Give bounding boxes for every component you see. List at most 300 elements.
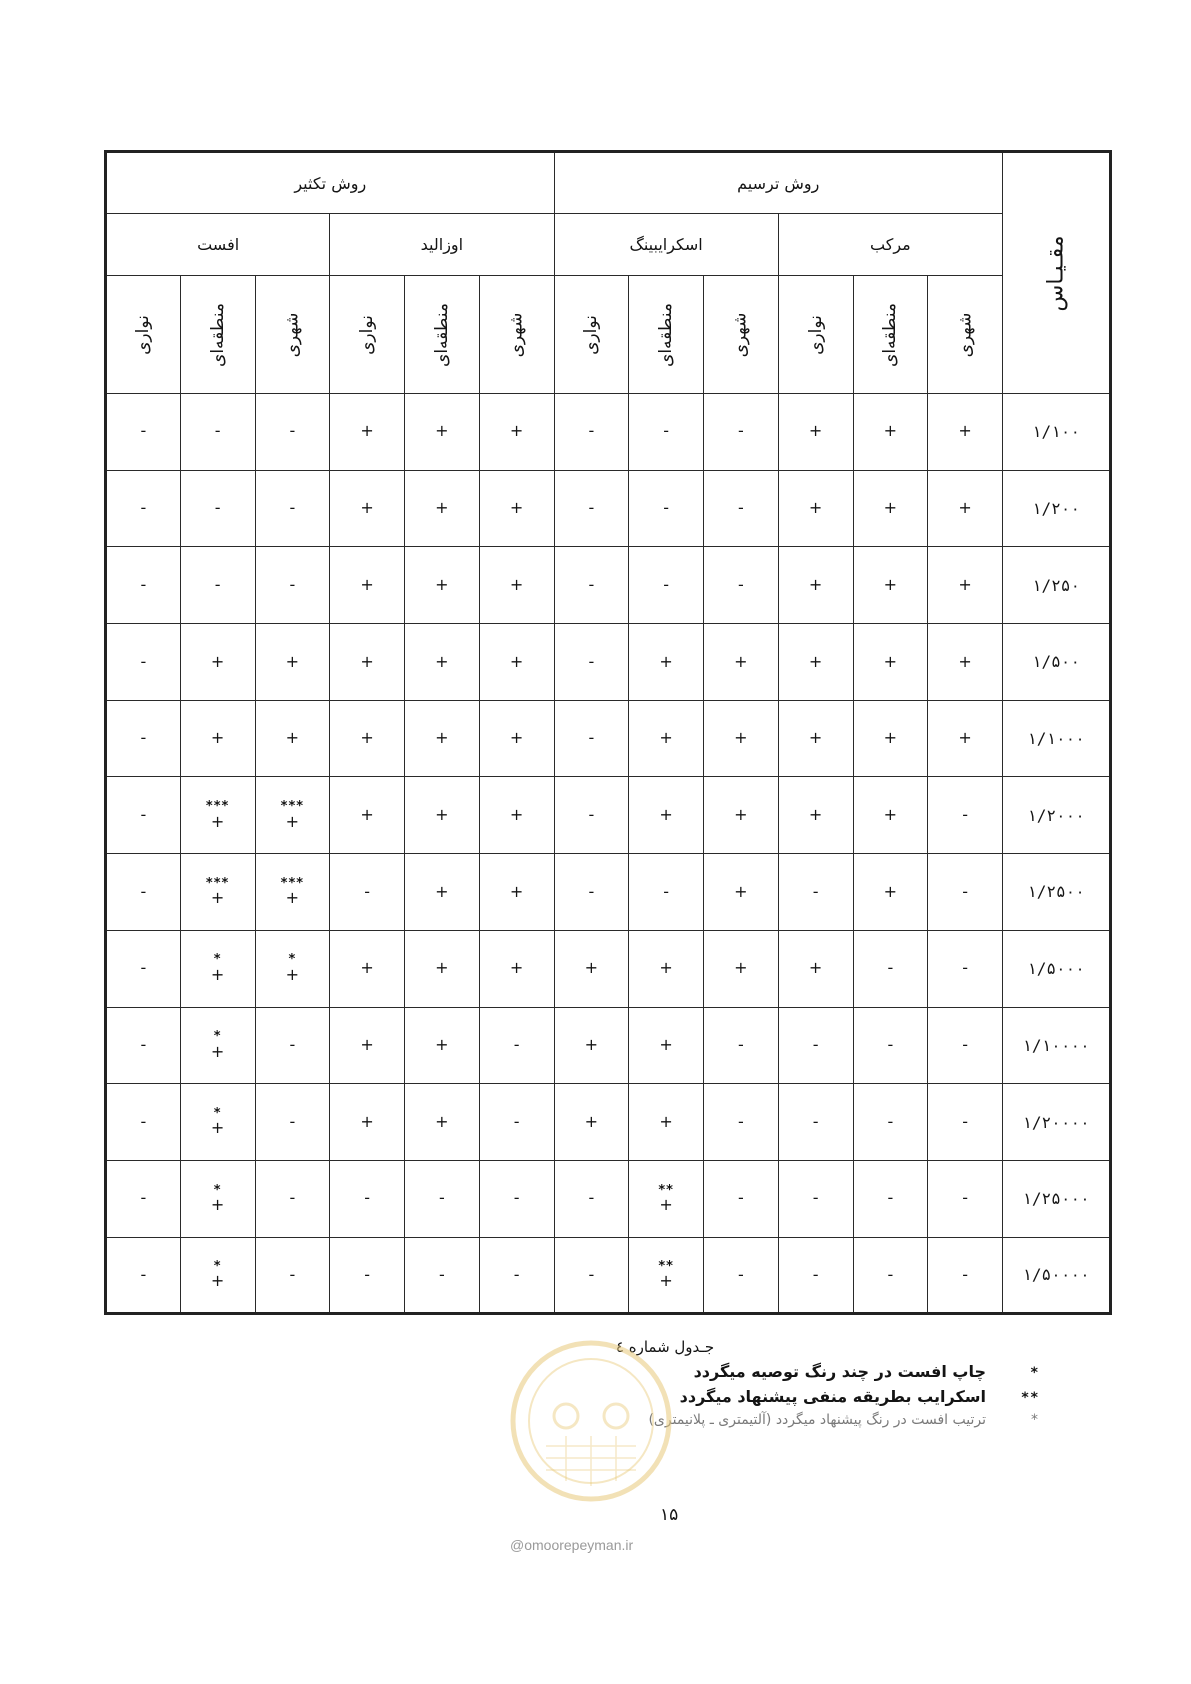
table-cell [180,930,255,1007]
cell-value: - [214,498,221,518]
cell-value: + [509,498,524,518]
table-cell [629,394,704,471]
table-cell [180,1160,255,1237]
cell-value: - [140,574,147,594]
table-cell [853,930,928,1007]
subheader-label: نواری [805,314,826,355]
cell-value: + [659,728,673,748]
cell-value: - [588,881,595,901]
cell-value: + [285,888,300,908]
cell-value: - [214,574,221,594]
cell-value: + [958,574,972,594]
table-cell [330,1084,405,1161]
table-cell [106,470,181,547]
note-mark: *** [280,799,305,815]
cell-value: - [140,1188,147,1208]
cell-value: + [659,1195,673,1215]
table-cell [928,1160,1003,1237]
cell-value: + [285,728,300,748]
table-cell [704,854,779,931]
cell-value: + [659,651,673,671]
cell-value: + [509,651,524,671]
table-cell [704,700,779,777]
table-cell [405,1084,480,1161]
cell-value: - [887,1111,894,1131]
table-cell [479,1084,554,1161]
scale-cell: ۱/۵۰۰۰۰ [1003,1237,1111,1314]
subheader-cell [778,276,853,394]
method-header-scribing: اسکرایبینگ [554,214,778,276]
table-cell [554,930,629,1007]
table-cell [554,700,629,777]
cell-value: + [360,498,374,518]
cell-value: + [285,965,300,985]
cell-value: - [140,728,147,748]
subheader-cell [180,276,255,394]
watermark-text: @omoorepeyman.ir [510,1537,634,1553]
table-row [106,930,1111,1007]
note-mark: ** [658,1182,674,1198]
footnote [380,1412,1040,1428]
table-cell [330,930,405,1007]
cell-value: - [737,1111,744,1131]
subheader-cell [255,276,330,394]
note-mark: * [213,1105,222,1121]
table-cell [330,1160,405,1237]
cell-value: - [289,1034,296,1054]
cell-value: + [435,958,449,978]
table-cell [704,1237,779,1314]
subheader-cell [853,276,928,394]
cell-value: - [289,574,296,594]
cell-value: + [808,804,823,824]
cell-value: + [659,1271,673,1291]
table-cell [928,470,1003,547]
cell-value: + [435,1111,449,1131]
table-cell [928,930,1003,1007]
table-cell [778,470,853,547]
drafting-method-header: روش ترسیم [554,152,1003,214]
table-cell [928,394,1003,471]
cell-value: + [808,728,823,748]
cell-value: - [588,1188,595,1208]
cell-value: + [435,728,449,748]
scale-cell: ۱/۲۰۰۰۰ [1003,1084,1111,1161]
table-cell [405,470,480,547]
table-cell [405,700,480,777]
table-cell [778,854,853,931]
table-cell [405,624,480,701]
method-header-ozalid: اوزالید [330,214,554,276]
cell-value: - [737,1188,744,1208]
cell-value: + [509,421,524,441]
table-cell [106,854,181,931]
subheader-label: منطقه‌ای [656,302,677,367]
cell-value: + [210,728,225,748]
table-cell [330,624,405,701]
table-cell [405,930,480,1007]
cell-value: - [364,1264,371,1284]
cell-value: - [812,1264,819,1284]
cell-value: + [360,574,374,594]
cell-value: + [435,421,449,441]
table-cell [928,700,1003,777]
table-cell [255,700,330,777]
cell-value: - [513,1188,520,1208]
table-cell [928,1084,1003,1161]
cell-value: + [509,958,524,978]
table-cell [405,1007,480,1084]
table-cell [554,854,629,931]
scale-cell: ۱/۲۵۰ [1003,547,1111,624]
cell-value: + [435,1034,449,1054]
cell-value: - [812,881,819,901]
subheader-cell [405,276,480,394]
table-row [106,777,1111,854]
cell-value: + [210,1118,225,1138]
cell-value: - [663,574,670,594]
cell-value: + [659,958,673,978]
footnote-mark: ** [1021,1390,1040,1406]
table-cell [479,930,554,1007]
cell-value: - [962,1034,969,1054]
table-cell [180,1084,255,1161]
cell-value: - [962,1111,969,1131]
table-cell [704,470,779,547]
cell-value: + [734,881,748,901]
table-cell [180,624,255,701]
cell-value: + [285,811,300,831]
cell-value: - [588,1264,595,1284]
table-cell [554,470,629,547]
scale-cell: ۱/۲۵۰۰ [1003,854,1111,931]
subheader-label: نواری [133,314,154,355]
table-cell [704,547,779,624]
table-cell [405,854,480,931]
scale-cell: ۱/۵۰۰۰ [1003,930,1111,1007]
cell-value: - [812,1188,819,1208]
scale-method-table [104,150,1112,1315]
cell-value: - [140,498,147,518]
cell-value: + [210,888,225,908]
cell-value: + [659,804,673,824]
table-cell [479,470,554,547]
cell-value: + [883,421,898,441]
cell-value: + [435,804,449,824]
cell-value: + [435,574,449,594]
table-cell [778,1237,853,1314]
table-cell [330,1007,405,1084]
table-cell [853,1007,928,1084]
table-cell [778,624,853,701]
cell-value: + [360,1111,374,1131]
cell-value: + [883,574,898,594]
table-cell [704,394,779,471]
cell-value: + [210,1195,225,1215]
table-caption: جـدول شماره ٤ [615,1338,715,1356]
table-cell [479,1007,554,1084]
table-cell [479,700,554,777]
cell-value: + [584,958,599,978]
table-cell [778,394,853,471]
table-cell [405,1237,480,1314]
cell-value: - [588,804,595,824]
method-header-offset: افست [106,214,330,276]
cell-value: + [360,1034,374,1054]
cell-value: - [737,1264,744,1284]
table-cell [853,1084,928,1161]
table-cell [479,1160,554,1237]
note-mark: * [213,1182,222,1198]
table-cell [479,394,554,471]
cell-value: + [584,1111,599,1131]
cell-value: - [140,1111,147,1131]
table-cell [778,930,853,1007]
cell-value: - [214,421,221,441]
table-cell [255,930,330,1007]
table-cell [255,1007,330,1084]
scale-column-header [1003,152,1111,394]
subheader-label: منطقه‌ای [207,302,228,367]
scale-cell: ۱/۱۰۰۰۰ [1003,1007,1111,1084]
cell-value: - [438,1264,445,1284]
table-cell [629,1237,704,1314]
cell-value: + [210,1271,225,1291]
cell-value: + [734,958,748,978]
note-mark: * [213,952,222,968]
cell-value: - [663,421,670,441]
subheader-label: نواری [357,314,378,355]
table-cell [554,1084,629,1161]
table-cell [778,777,853,854]
table-cell [330,470,405,547]
cell-value: - [140,804,147,824]
note-mark: *** [205,875,230,891]
table-body [106,394,1111,1314]
table-cell [106,394,181,471]
table-cell [106,700,181,777]
table-cell [106,1160,181,1237]
cell-value: + [210,651,225,671]
cell-value: + [509,728,524,748]
cell-value: - [962,1264,969,1284]
subheader-label: شهری [730,312,751,357]
table-cell [629,700,704,777]
table-cell [255,777,330,854]
scale-cell: ۱/۱۰۰ [1003,394,1111,471]
table-cell [629,1160,704,1237]
cell-value: + [883,651,898,671]
table-cell [330,547,405,624]
note-mark: * [213,1029,222,1045]
cell-value: - [588,574,595,594]
scale-cell: ۱/۲۵۰۰۰ [1003,1160,1111,1237]
table-cell [479,624,554,701]
table-cell [330,1237,405,1314]
table-cell [180,470,255,547]
table-cell [330,777,405,854]
cell-value: + [958,728,972,748]
cell-value: - [140,651,147,671]
table-cell [629,854,704,931]
table-cell [405,547,480,624]
cell-value: - [663,881,670,901]
table-cell [106,1237,181,1314]
cell-value: + [883,728,898,748]
subheader-cell [704,276,779,394]
table-cell [255,394,330,471]
cell-value: - [289,421,296,441]
table-row [106,1084,1111,1161]
table-cell [180,777,255,854]
cell-value: + [435,498,449,518]
cell-value: + [958,651,972,671]
table-row [106,700,1111,777]
subheader-cell [106,276,181,394]
cell-value: - [962,881,969,901]
table-cell [180,1237,255,1314]
cell-value: - [663,498,670,518]
table-row [106,624,1111,701]
table-cell [704,777,779,854]
cell-value: - [289,498,296,518]
table-cell [479,1237,554,1314]
table-cell [554,547,629,624]
cell-value: + [808,651,823,671]
table-cell [255,1160,330,1237]
footnote-text: اسکرایب بطریقه منفی پیشنهاد میگردد [679,1387,986,1406]
table-cell [778,700,853,777]
cell-value: + [883,804,898,824]
table-cell [479,854,554,931]
cell-value: + [210,965,225,985]
footnote-text: ترتیب افست در رنگ پیشنهاد میگردد (آلتیمتری ـ پلانیمتری) [648,1412,986,1428]
table-cell [778,547,853,624]
cell-value: - [289,1188,296,1208]
cell-value: + [659,1111,673,1131]
cell-value: - [887,958,894,978]
table-row [106,1160,1111,1237]
cell-value: - [737,421,744,441]
table-cell [704,1160,779,1237]
cell-value: - [140,421,147,441]
table-cell [255,854,330,931]
scale-header-label: مقـیـاس [1043,234,1069,312]
subheader-cell [928,276,1003,394]
cell-value: - [812,1034,819,1054]
table-cell [330,394,405,471]
table-cell [853,1237,928,1314]
subheader-label: منطقه‌ای [880,302,901,367]
cell-value: - [588,651,595,671]
table-cell [629,624,704,701]
cell-value: - [140,1264,147,1284]
cell-value: + [360,958,374,978]
cell-value: - [588,498,595,518]
page-number: ۱۵ [660,1505,679,1525]
cell-value: + [360,804,374,824]
cell-value: + [360,651,374,671]
table-row [106,470,1111,547]
subheader-label: شهری [282,312,303,357]
cell-value: + [958,421,972,441]
cell-value: + [808,574,823,594]
table-cell [330,700,405,777]
table-cell [106,777,181,854]
cell-value: - [289,1264,296,1284]
table-cell [479,777,554,854]
subheader-label: شهری [955,312,976,357]
watermark-logo-icon [506,1336,676,1506]
table-cell [106,624,181,701]
table-cell [106,1007,181,1084]
subheader-cell [629,276,704,394]
cell-value: - [737,498,744,518]
method-header-ink: مرکب [778,214,1002,276]
scale-cell: ۱/۱۰۰۰ [1003,700,1111,777]
subheader-label: نواری [581,314,602,355]
table-cell [405,777,480,854]
cell-value: - [513,1034,520,1054]
table-cell [928,1007,1003,1084]
table-cell [629,1084,704,1161]
cell-value: - [513,1264,520,1284]
table-cell [405,394,480,471]
cell-value: - [962,1188,969,1208]
table-cell [255,1237,330,1314]
table-cell [106,547,181,624]
table-cell [106,1084,181,1161]
cell-value: - [737,1034,744,1054]
table-cell [853,777,928,854]
cell-value: + [808,958,823,978]
table-cell [180,394,255,471]
subheader-label: منطقه‌ای [431,302,452,367]
table-cell [554,1237,629,1314]
table-cell [330,854,405,931]
cell-value: - [140,881,147,901]
cell-value: + [435,881,449,901]
table-cell [629,777,704,854]
table-cell [704,930,779,1007]
table-cell [255,470,330,547]
footnote-mark: * [1031,1412,1040,1428]
table-cell [554,1007,629,1084]
footnote [380,1362,1040,1381]
table-cell [928,777,1003,854]
cell-value: + [808,498,823,518]
table-cell [778,1084,853,1161]
reproduction-method-header: روش تکثیر [106,152,555,214]
table-cell [928,547,1003,624]
cell-value: - [438,1188,445,1208]
cell-value: + [734,728,748,748]
scale-cell: ۱/۲۰۰ [1003,470,1111,547]
cell-value: - [887,1188,894,1208]
cell-value: + [360,421,374,441]
table-cell [554,1160,629,1237]
subheader-cell [479,276,554,394]
table-cell [255,624,330,701]
table-cell [928,624,1003,701]
cell-value: - [588,421,595,441]
scale-cell: ۱/۲۰۰۰ [1003,777,1111,854]
table-cell [704,1007,779,1084]
table-cell [554,777,629,854]
cell-value: - [887,1264,894,1284]
table-cell [853,394,928,471]
table-cell [778,1007,853,1084]
